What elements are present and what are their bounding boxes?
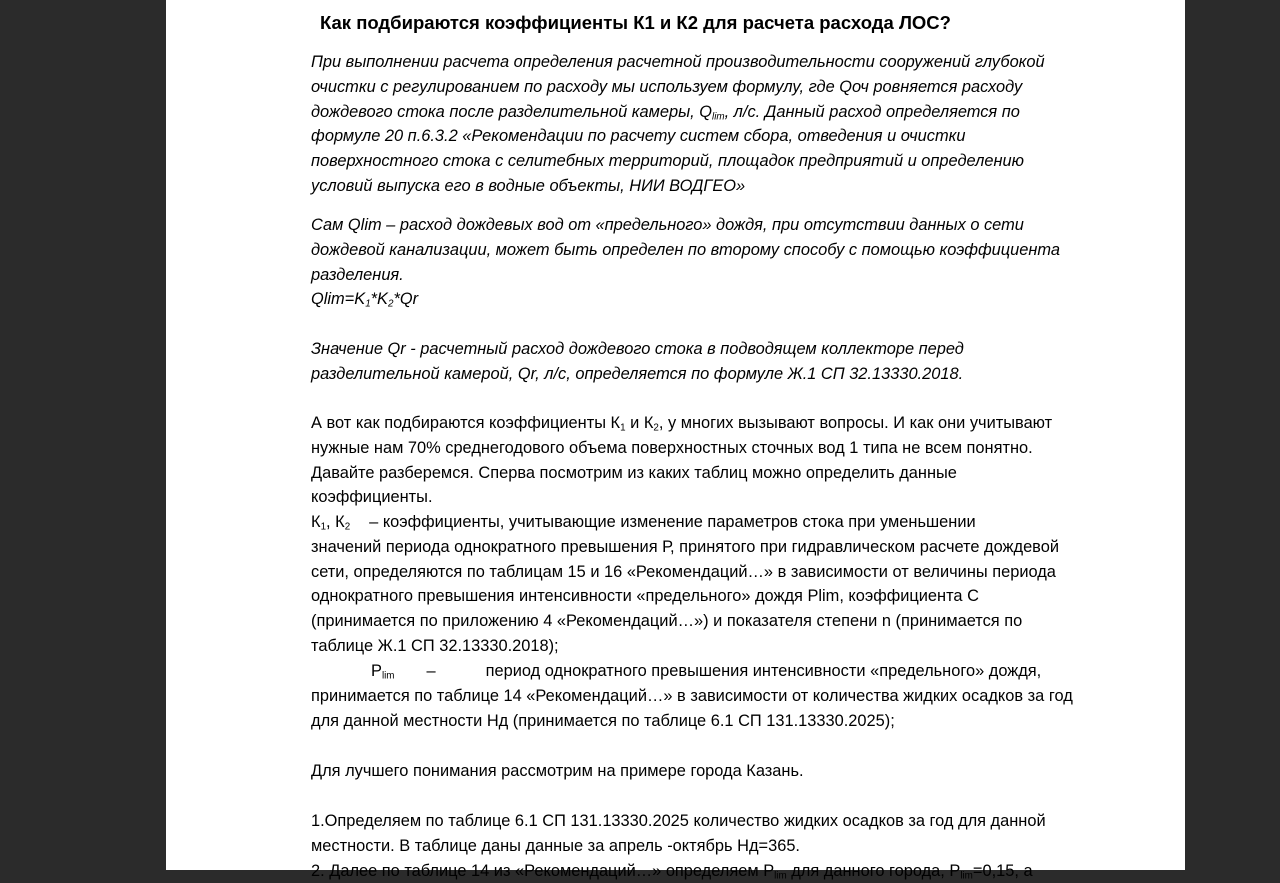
text-run: – — [426, 662, 436, 680]
text-line: для данной местности Нд (принимается по таблице 6.1 СП 131.13330.2025); — [311, 711, 895, 730]
subscript: 1 — [365, 298, 371, 310]
paragraph-k-definition — [311, 510, 1131, 659]
text-run: – коэффициенты, учитывающие изменение параметров стока при уменьшении — [369, 513, 976, 531]
text-run: , л/с. Данный расход определяется по — [724, 102, 1020, 121]
text-run: К — [311, 513, 321, 531]
subscript: lim — [712, 111, 725, 123]
text-run: *Qr — [393, 290, 419, 309]
text-line: сети, определяются по таблицам 15 и 16 «Рекомендаций…» в зависимости от величины периода — [311, 562, 1056, 581]
paragraph-qr — [311, 337, 1131, 387]
text-line: значений периода однократного превышения Р, принятого при гидравлическом расчете дождевой — [311, 537, 1059, 556]
text-line: условий выпуска его в водные объекты, НИИ ВОДГЕО» — [311, 176, 746, 195]
text-line — [311, 510, 1131, 535]
document-title: Как подбираются коэффициенты К1 и К2 для расчета расхода ЛОС? — [320, 12, 951, 33]
text-line: поверхностного стока с селитебных территорий, площадок предприятий и определению — [311, 152, 1024, 171]
text-line: однократного превышения интенсивности «предельного» дождя Plim, коэффициента С — [311, 587, 979, 606]
text-run: и К — [625, 414, 654, 432]
text-line: принимается по таблице 14 «Рекомендаций…» в зависимости от количества жидких осадков за год — [311, 686, 1073, 705]
text-line — [311, 659, 1131, 684]
text-run: =0,15, а — [972, 861, 1033, 880]
text-run: Qlim=K — [311, 290, 366, 309]
subscript: 2 — [653, 422, 659, 434]
text-line — [311, 859, 1131, 883]
text-run: А вот как подбираются коэффициенты К — [311, 414, 621, 432]
paragraph-coefficients — [311, 411, 1131, 510]
subscript: 1 — [620, 422, 626, 434]
text-run: для данного города, P — [786, 861, 961, 880]
subscript: 1 — [320, 521, 327, 533]
text-line: Для лучшего понимания рассмотрим на примере города Казань. — [311, 762, 804, 780]
subscript: lim — [960, 870, 973, 882]
text-run: , К — [326, 513, 345, 531]
formula-qlim — [311, 287, 1131, 312]
subscript: lim — [774, 870, 787, 882]
paragraph-plim-definition — [311, 659, 1131, 733]
text-line: разделения. — [311, 265, 404, 284]
text-run: период однократного превышения интенсивности «предельного» дождя, — [485, 662, 1042, 680]
text-run: *K — [370, 290, 388, 309]
paragraph-example-intro — [311, 759, 1131, 784]
text-line: коэффициенты. — [311, 488, 433, 507]
text-line: Сам Qlim – расход дождевых вод от «предельного» дождя, при отсутствии данных о сети — [311, 216, 1024, 234]
text-line: 1.Определяем по таблице 6.1 СП 131.13330.2025 количество жидких осадков за год для данной — [311, 812, 1046, 830]
text-line: При выполнении расчета определения расчетной производительности сооружений глубокой — [311, 53, 1045, 71]
text-line — [311, 411, 1131, 436]
paragraph-intro — [311, 50, 1131, 199]
document-page[interactable] — [166, 0, 1185, 882]
paragraph-step-1 — [311, 809, 1131, 883]
text-line: таблице Ж.1 СП 32.13330.2018); — [311, 636, 559, 655]
text-line: (принимается по приложению 4 «Рекомендаций…») и показателя степени n (принимается по — [311, 612, 1023, 631]
text-line: дождевой канализации, может быть определен по второму способу с помощью коэффициента — [311, 240, 1060, 259]
text-line: Значение Qr - расчетный расход дождевого стока в подводящем коллекторе перед — [311, 340, 964, 358]
text-run: , у многих вызывают вопросы. И как они учитывают — [658, 414, 1053, 432]
text-line: нужные нам 70% среднегодового объема поверхностных сточных вод 1 типа не всем понятно. — [311, 438, 1033, 457]
text-run: дождевого стока после разделительной камеры, Q — [311, 102, 713, 121]
subscript: 2 — [344, 521, 351, 533]
text-line: местности. В таблице даны данные за апрель -октябрь Нд=365. — [311, 836, 800, 855]
text-line: разделительной камерой, Qr, л/с, определяется по формуле Ж.1 СП 32.13330.2018. — [311, 364, 964, 383]
text-line: формуле 20 п.6.3.2 «Рекомендации по расчету систем сбора, отведения и очистки — [311, 127, 966, 146]
text-line: Давайте разберемся. Сперва посмотрим из каких таблиц можно определить данные — [311, 463, 957, 482]
text-run: P — [371, 662, 382, 680]
paragraph-qlim — [311, 213, 1131, 312]
subscript: lim — [381, 670, 395, 682]
text-run: 2. Далее по таблице 14 из «Рекомендаций…» определяем P — [311, 861, 775, 880]
subscript: 2 — [387, 298, 394, 310]
text-line — [311, 100, 1131, 125]
text-line: очистки с регулированием по расходу мы используем формулу, где Qоч ровняется расходу — [311, 77, 1023, 96]
